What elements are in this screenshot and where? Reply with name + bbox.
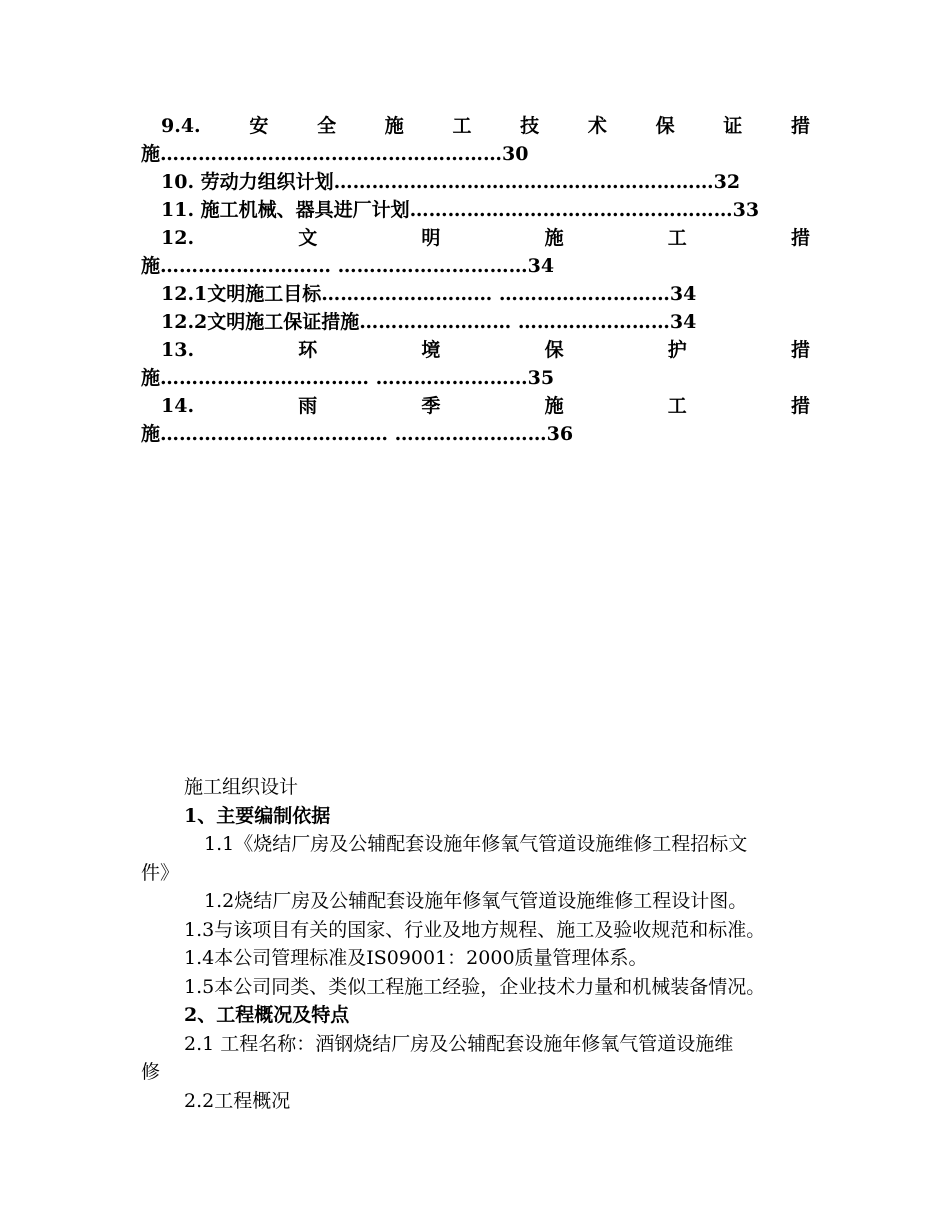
toc-item-13-cont[interactable]: 施…………………………… ……………………35 [141, 367, 555, 389]
toc-char: 文 [298, 227, 318, 249]
section-heading-2: 2、工程概况及特点 [184, 1004, 350, 1026]
toc-char: 工 [667, 395, 687, 417]
toc-char: 保 [655, 115, 675, 137]
toc-item-14-cont[interactable]: 施……………………………… ……………………36 [141, 423, 574, 445]
paragraph-2-2: 2.2工程概况 [184, 1089, 291, 1112]
toc-char: 明 [421, 227, 441, 249]
toc-item-12-1[interactable]: 12.1文明施工目标……………………… ………………………34 [161, 283, 697, 305]
toc-char: 季 [421, 395, 441, 417]
toc-char: 境 [421, 339, 441, 361]
paragraph-1-1-cont: 件》 [141, 861, 180, 884]
toc-char: 术 [587, 115, 607, 137]
toc-char: 环 [298, 339, 318, 361]
toc-char: 14. [161, 395, 195, 417]
toc-char: 9.4. [161, 115, 201, 137]
toc-char: 12. [161, 227, 195, 249]
toc-item-12-cont[interactable]: 施……………………… …………………………34 [141, 255, 555, 277]
toc-char: 措 [790, 227, 810, 249]
table-of-contents [141, 112, 810, 448]
document-body [141, 773, 810, 1115]
toc-item-13[interactable] [141, 336, 810, 364]
toc-item-12[interactable] [141, 224, 810, 252]
toc-char: 保 [544, 339, 564, 361]
document-title: 施工组织设计 [184, 776, 299, 798]
toc-item-10[interactable]: 10. 劳动力组织计划……………………………………………………32 [161, 171, 741, 193]
toc-char: 施 [544, 395, 564, 417]
toc-char: 措 [790, 339, 810, 361]
toc-char: 技 [520, 115, 540, 137]
toc-char: 安 [249, 115, 269, 137]
toc-item-11[interactable]: 11. 施工机械、器具进厂计划……………………………………………33 [161, 199, 760, 221]
paragraph-1-5: 1.5本公司同类、类似工程施工经验，企业技术力量和机械装备情况。 [184, 975, 766, 998]
paragraph-2-1: 2.1 工程名称：酒钢烧结厂房及公辅配套设施年修氧气管道设施维 [184, 1032, 734, 1055]
toc-char: 全 [317, 115, 337, 137]
toc-char: 13. [161, 339, 195, 361]
paragraph-1-4: 1.4本公司管理标准及IS09001：2000质量管理体系。 [184, 947, 648, 969]
toc-char: 施 [544, 227, 564, 249]
toc-item-9-4[interactable] [141, 112, 810, 140]
toc-item-12-2[interactable]: 12.2文明施工保证措施…………………… ……………………34 [161, 311, 697, 333]
toc-char: 措 [790, 115, 810, 137]
paragraph-1-3: 1.3与该项目有关的国家、行业及地方规程、施工及验收规范和标准。 [184, 918, 766, 941]
toc-char: 证 [723, 115, 743, 137]
section-heading-1: 1、主要编制依据 [184, 804, 331, 827]
paragraph-2-1-cont: 修 [141, 1061, 161, 1083]
toc-char: 工 [452, 115, 472, 137]
toc-item-9-4-cont[interactable]: 施………………………………………………30 [141, 143, 529, 165]
toc-char: 措 [790, 395, 810, 417]
toc-item-14[interactable] [141, 392, 810, 420]
toc-char: 施 [384, 115, 404, 137]
paragraph-1-2: 1.2烧结厂房及公辅配套设施年修氧气管道设施维修工程设计图。 [204, 890, 748, 912]
toc-char: 护 [667, 339, 687, 361]
toc-char: 雨 [298, 395, 318, 417]
paragraph-1-1: 1.1《烧结厂房及公辅配套设施年修氧气管道设施维修工程招标文 [204, 833, 748, 855]
toc-char: 工 [667, 227, 687, 249]
